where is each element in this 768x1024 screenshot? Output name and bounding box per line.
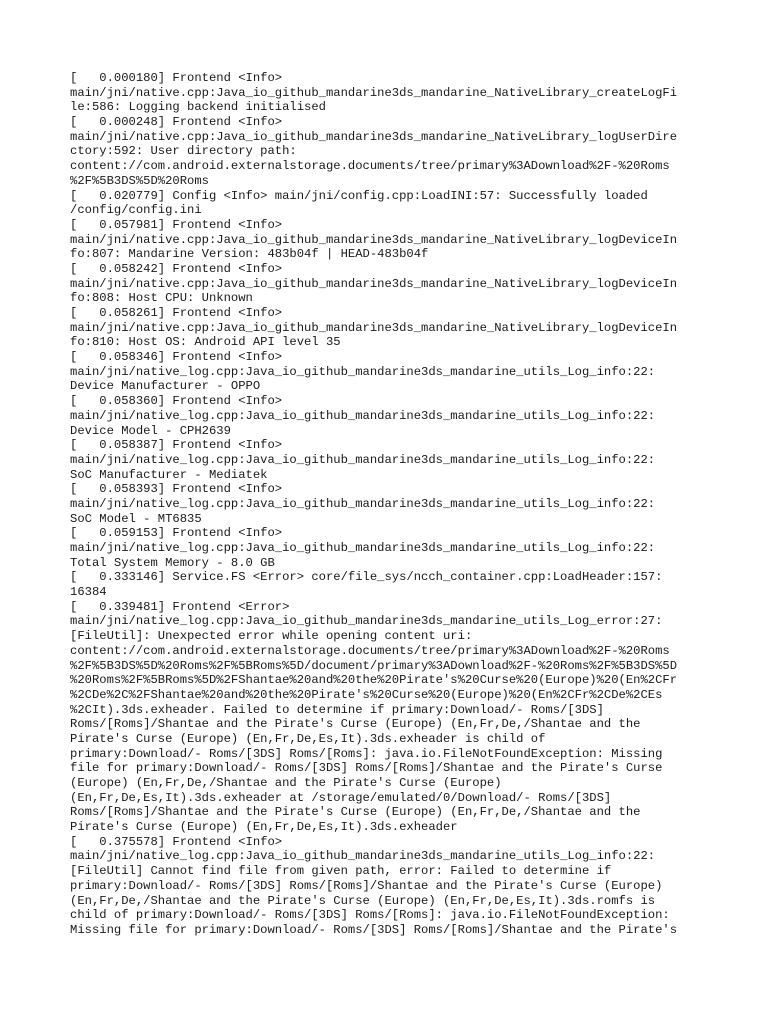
log-line: [ 0.058242] Frontend <Info>	[70, 261, 283, 276]
log-line: /config/config.ini	[70, 203, 202, 218]
log-line: primary:Download/- Roms/[3DS] Roms/[Roms]: java.io.FileNotFoundException: Missing	[70, 746, 663, 761]
log-line: main/jni/native_log.cpp:Java_io_github_mandarine3ds_mandarine_utils_Log_info:22:	[70, 408, 656, 423]
log-line: [ 0.000180] Frontend <Info>	[70, 71, 283, 85]
log-line: (En,Fr,De,Es,It).3ds.exheader at /storage/emulated/0/Download/- Roms/[3DS]	[70, 790, 612, 805]
log-line: [FileUtil] Cannot find file from given path, error: Failed to determine if	[70, 864, 612, 879]
log-line: 16384	[70, 585, 107, 600]
log-line: [ 0.000248] Frontend <Info>	[70, 115, 283, 130]
log-line: main/jni/native.cpp:Java_io_github_mandarine3ds_mandarine_NativeLibrary_logDeviceIn	[70, 232, 678, 247]
log-line: primary:Download/- Roms/[3DS] Roms/[Roms]/Shantae and the Pirate's Curse (Europe)	[70, 878, 663, 893]
log-line: fo:810: Host OS: Android API level 35	[70, 335, 341, 350]
log-line: %20Roms%2F%5BRoms%5D%2FShantae%20and%20the%20Pirate's%20Curse%20(Europe)%20(En%2CFr	[70, 673, 678, 688]
log-line: fo:807: Mandarine Version: 483b04f | HEAD-483b04f	[70, 247, 429, 262]
log-line: %2F%5B3DS%5D%20Roms%2F%5BRoms%5D/document/primary%3ADownload%2F-%20Roms%2F%5B3DS%5D	[70, 658, 678, 673]
log-line: [ 0.059153] Frontend <Info>	[70, 526, 283, 541]
log-line: Device Manufacturer - OPPO	[70, 379, 261, 394]
log-line: SoC Model - MT6835	[70, 511, 202, 526]
log-line: [ 0.058261] Frontend <Info>	[70, 306, 283, 320]
log-line: %2F%5B3DS%5D%20Roms	[70, 173, 209, 188]
log-line: Roms/[Roms]/Shantae and the Pirate's Curse (Europe) (En,Fr,De,/Shantae and the	[70, 805, 641, 820]
log-line: %2CDe%2C%2FShantae%20and%20the%20Pirate's%20Curse%20(Europe)%20(En%2CFr%2CDe%2CEs	[70, 687, 663, 702]
log-line: Pirate's Curse (Europe) (En,Fr,De,Es,It).3ds.exheader is child of	[70, 731, 546, 746]
log-line: Pirate's Curse (Europe) (En,Fr,De,Es,It).3ds.exheader	[70, 820, 458, 835]
log-line: main/jni/native_log.cpp:Java_io_github_mandarine3ds_mandarine_utils_Log_info:22:	[70, 496, 656, 511]
log-line: main/jni/native.cpp:Java_io_github_mandarine3ds_mandarine_NativeLibrary_createLogFi	[70, 85, 678, 100]
log-line: [ 0.058346] Frontend <Info>	[70, 350, 283, 365]
log-line: [ 0.375578] Frontend <Info>	[70, 834, 283, 849]
log-line: [ 0.020779] Config <Info> main/jni/config.cpp:LoadINI:57: Successfully loaded	[70, 188, 648, 203]
log-line: %2CIt).3ds.exheader. Failed to determine if primary:Download/- Roms/[3DS]	[70, 702, 604, 717]
log-line: le:586: Logging backend initialised	[70, 100, 326, 115]
log-line: fo:808: Host CPU: Unknown	[70, 291, 253, 306]
log-line: main/jni/native_log.cpp:Java_io_github_mandarine3ds_mandarine_utils_Log_info:22:	[70, 364, 656, 379]
log-line: main/jni/native_log.cpp:Java_io_github_mandarine3ds_mandarine_utils_Log_info:22:	[70, 849, 656, 864]
log-line: SoC Manufacturer - Mediatek	[70, 467, 268, 482]
log-line: main/jni/native_log.cpp:Java_io_github_mandarine3ds_mandarine_utils_Log_info:22:	[70, 541, 656, 555]
log-line: file for primary:Download/- Roms/[3DS] Roms/[Roms]/Shantae and the Pirate's Curse	[70, 761, 663, 776]
log-document	[70, 71, 710, 938]
log-line: (En,Fr,De,/Shantae and the Pirate's Curse (Europe) (En,Fr,De,Es,It).3ds.romfs is	[70, 893, 656, 908]
log-line: Total System Memory - 8.0 GB	[70, 555, 275, 570]
log-line: main/jni/native.cpp:Java_io_github_mandarine3ds_mandarine_NativeLibrary_logDeviceIn	[70, 320, 678, 335]
log-line: content://com.android.externalstorage.documents/tree/primary%3ADownload%2F-%20Roms	[70, 159, 670, 174]
log-line: [ 0.057981] Frontend <Info>	[70, 217, 283, 232]
log-line: main/jni/native.cpp:Java_io_github_mandarine3ds_mandarine_NativeLibrary_logUserDire	[70, 129, 678, 144]
log-line: child of primary:Download/- Roms/[3DS] Roms/[Roms]: java.io.FileNotFoundException:	[70, 908, 670, 923]
log-line: [ 0.058393] Frontend <Info>	[70, 482, 283, 497]
log-line: [ 0.339481] Frontend <Error>	[70, 599, 290, 614]
log-line: main/jni/native_log.cpp:Java_io_github_mandarine3ds_mandarine_utils_Log_info:22:	[70, 452, 656, 467]
log-line: [ 0.058387] Frontend <Info>	[70, 438, 283, 453]
log-line: [FileUtil]: Unexpected error while opening content uri:	[70, 629, 473, 644]
log-line: (Europe) (En,Fr,De,/Shantae and the Pirate's Curse (Europe)	[70, 776, 502, 790]
log-line: Device Model - CPH2639	[70, 423, 231, 438]
log-line: ctory:592: User directory path:	[70, 144, 297, 159]
log-line: main/jni/native.cpp:Java_io_github_mandarine3ds_mandarine_NativeLibrary_logDeviceIn	[70, 276, 678, 291]
log-line: main/jni/native_log.cpp:Java_io_github_mandarine3ds_mandarine_utils_Log_error:27:	[70, 614, 663, 629]
log-line: Roms/[Roms]/Shantae and the Pirate's Curse (Europe) (En,Fr,De,/Shantae and the	[70, 717, 641, 732]
log-line: [ 0.058360] Frontend <Info>	[70, 394, 283, 409]
log-line: content://com.android.externalstorage.documents/tree/primary%3ADownload%2F-%20Roms	[70, 643, 670, 658]
log-line: [ 0.333146] Service.FS <Error> core/file_sys/ncch_container.cpp:LoadHeader:157:	[70, 570, 663, 585]
log-line: Missing file for primary:Download/- Roms/[3DS] Roms/[Roms]/Shantae and the Pirate's	[70, 922, 678, 937]
